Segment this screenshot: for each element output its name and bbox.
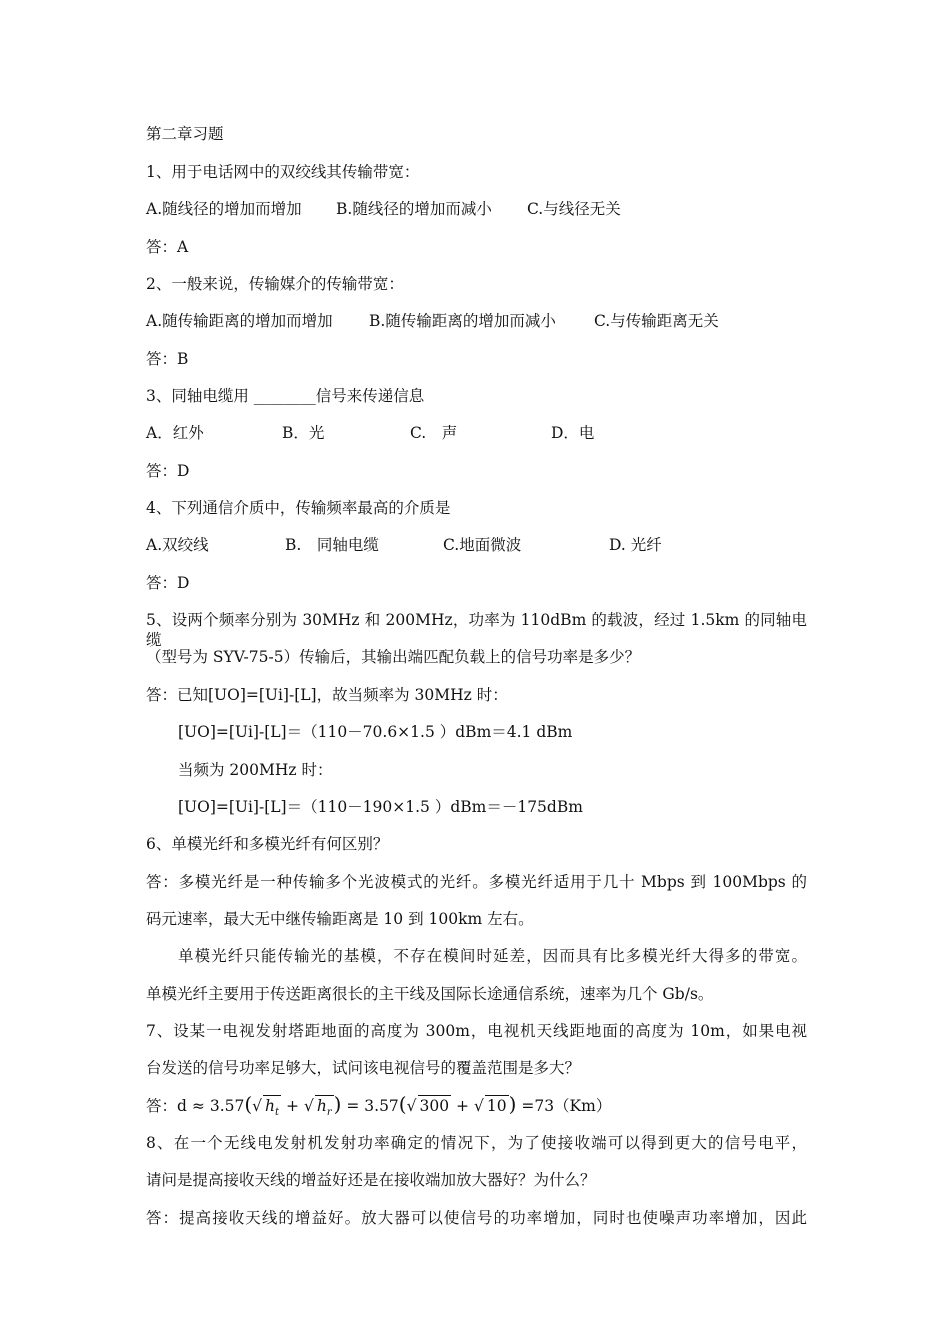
- q2-answer: 答：B: [146, 350, 189, 368]
- formula-coef1: 3.57: [209, 1097, 245, 1115]
- q3-question: 3、同轴电缆用 ________信号来传递信息: [146, 387, 425, 405]
- q4-option-a: A.双绞线: [146, 536, 209, 554]
- q6-answer-line2: 码元速率，最大无中继传输距离是 10 到 100km 左右。: [146, 910, 534, 928]
- q8-question-line1: 8、在一个无线电发射机发射功率确定的情况下，为了使接收端可以得到更大的信号电平，: [146, 1134, 807, 1152]
- q8-question-line2: 请问是提高接收天线的增益好还是在接收端加放大器好？为什么？: [146, 1171, 596, 1189]
- q1-question: 1、用于电话网中的双绞线其传输带宽：: [146, 163, 420, 181]
- q4-question: 4、下列通信介质中，传输频率最高的介质是: [146, 499, 451, 517]
- q3-option-d: D．电: [551, 424, 595, 442]
- formula-plus2: +: [456, 1097, 470, 1115]
- q2-question: 2、一般来说，传输媒介的传输带宽：: [146, 275, 404, 293]
- q1-option-a: A.随线径的增加而增加: [146, 200, 302, 218]
- formula-result: =73（Km）: [521, 1097, 612, 1115]
- q5-answer-line3: 当频为 200MHz 时：: [178, 761, 333, 779]
- q3-answer: 答：D: [146, 462, 190, 480]
- q4-option-d: D. 光纤: [609, 536, 662, 554]
- formula-d: d: [177, 1097, 187, 1115]
- q5-answer-line4: [UO]=[Ui]-[L]＝（110－190×1.5 ）dBm＝－175dBm: [178, 798, 583, 816]
- q5-question-line1: 5、设两个频率分别为 30MHz 和 200MHz，功率为 110dBm 的载波，经过 1.5km 的同轴电缆: [146, 611, 807, 649]
- q3-option-b: B．光: [282, 424, 325, 442]
- q4-answer: 答：D: [146, 574, 190, 592]
- q4-option-c: C.地面微波: [443, 536, 522, 554]
- formula-sub-t: t: [275, 1107, 280, 1118]
- formula-h-t: h: [265, 1097, 276, 1115]
- q3-option-c: C. 声: [410, 424, 458, 442]
- q3-option-a: A．红外: [146, 424, 204, 442]
- q5-answer-line2: [UO]=[Ui]-[L]＝（110－70.6×1.5 ）dBm＝4.1 dBm: [178, 723, 573, 741]
- q1-option-b: B.随线径的增加而减小: [336, 200, 492, 218]
- formula-approx: ≈: [191, 1097, 205, 1115]
- q4-option-b: B. 同轴电缆: [285, 536, 379, 554]
- q6-answer-line3: 单模光纤只能传输光的基模，不存在模间时延差，因而具有比多模光纤大得多的带宽。: [178, 947, 807, 965]
- q7-question-line2: 台发送的信号功率足够大，试问该电视信号的覆盖范围是多大？: [146, 1059, 581, 1077]
- formula-sub-r: r: [326, 1107, 332, 1118]
- q7-question-line1: 7、设某一电视发射塔距地面的高度为 300m，电视机天线距地面的高度为 10m，如果电视: [146, 1022, 807, 1040]
- q2-option-c: C.与传输距离无关: [594, 312, 719, 330]
- chapter-title: 第二章习题: [146, 125, 224, 143]
- formula-plus1: +: [286, 1097, 299, 1115]
- q2-option-b: B.随传输距离的增加而减小: [369, 312, 556, 330]
- formula-value-300: 300: [419, 1097, 450, 1115]
- q5-answer-line1: 答：已知[UO]=[Ui]-[L]，故当频率为 30MHz 时：: [146, 686, 508, 704]
- q6-answer-line4: 单模光纤主要用于传送距离很长的主干线及国际长途通信系统，速率为几个 Gb/s。: [146, 985, 714, 1003]
- formula-coef2: 3.57: [364, 1097, 399, 1115]
- q6-answer-line1: 答：多模光纤是一种传输多个光波模式的光纤。多模光纤适用于几十 Mbps 到 100Mbps 的: [146, 873, 807, 891]
- q8-answer-line1: 答：提高接收天线的增益好。放大器可以使信号的功率增加，同时也使噪声功率增加，因此: [146, 1209, 807, 1227]
- q7-answer-prefix: 答：: [146, 1097, 178, 1115]
- q6-question: 6、单模光纤和多模光纤有何区别？: [146, 835, 389, 853]
- q2-option-a: A.随传输距离的增加而增加: [146, 312, 333, 330]
- formula-value-10: 10: [486, 1097, 507, 1115]
- formula-equals: =: [346, 1097, 360, 1115]
- q1-option-c: C.与线径无关: [527, 200, 621, 218]
- formula-h-r: h: [316, 1097, 327, 1115]
- q5-question-line2: （型号为 SYV-75-5）传输后，其输出端匹配负载上的信号功率是多少？: [146, 648, 641, 666]
- q1-answer: 答：A: [146, 238, 189, 256]
- q7-answer-formula: 答：d ≈ 3.57(√ $h_t$ + √ $h_r$ ) = 3.57(√ 300 + √ 10 ) =73（Km）: [146, 1095, 611, 1123]
